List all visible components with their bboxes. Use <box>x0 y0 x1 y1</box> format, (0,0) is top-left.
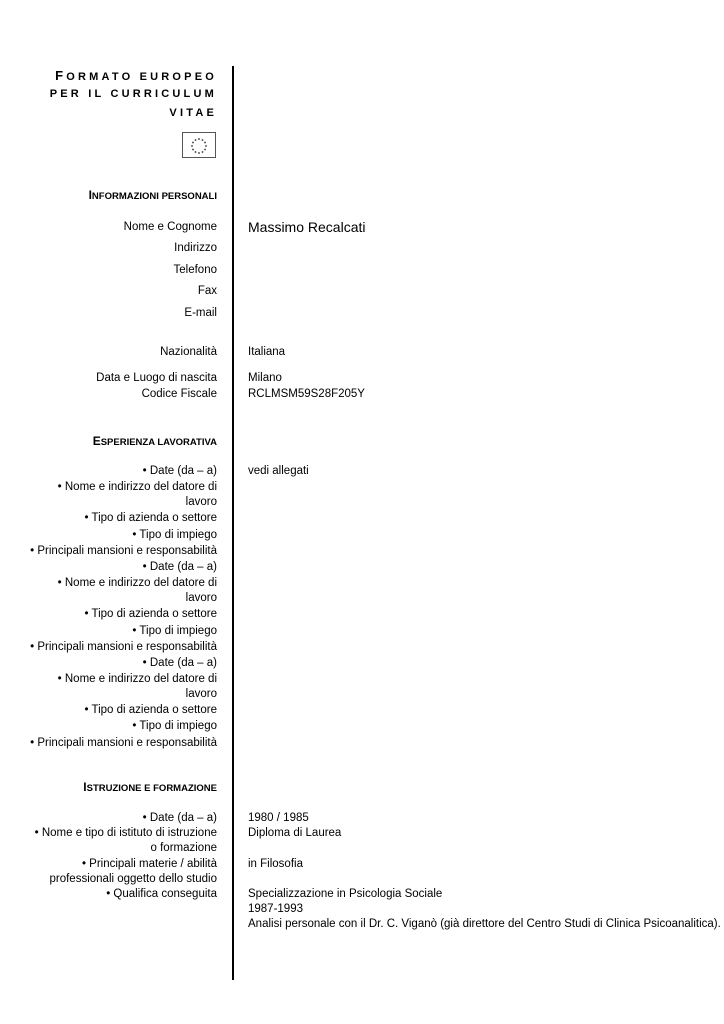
edu-subjects-label-cont: professionali oggetto dello studio <box>49 873 217 885</box>
edu-dates-value: 1980 / 1985 <box>248 812 309 824</box>
work-dates-label: • Date (da – a) <box>142 657 217 669</box>
edu-subjects-value: in Filosofia <box>248 858 303 870</box>
edu-qualification-years: 1987-1993 <box>248 903 303 915</box>
tax-code-label: Codice Fiscale <box>141 388 217 400</box>
name-label: Nome e Cognome <box>123 221 217 233</box>
work-employer-label-cont: lavoro <box>185 592 217 604</box>
work-duties-label: • Principali mansioni e responsabilità <box>30 641 217 653</box>
edu-institute-label: • Nome e tipo di istituto di istruzione <box>34 827 217 839</box>
name-value: Massimo Recalcati <box>248 219 366 235</box>
work-dates-label: • Date (da – a) <box>142 561 217 573</box>
work-duties-label: • Principali mansioni e responsabilità <box>30 737 217 749</box>
work-employer-label: • Nome e indirizzo del datore di <box>57 481 217 493</box>
phone-label: Telefono <box>173 264 217 276</box>
work-note: vedi allegati <box>248 465 309 477</box>
document-title-line2: PER IL CURRICULUM <box>49 88 217 100</box>
work-dates-label: • Date (da – a) <box>142 465 217 477</box>
edu-subjects-label: • Principali materie / abilità <box>81 858 217 870</box>
section-heading-education: ISTRUZIONE E FORMAZIONE <box>83 780 217 794</box>
fax-label: Fax <box>197 285 217 297</box>
eu-flag-icon <box>182 132 216 158</box>
edu-dates-label: • Date (da – a) <box>142 812 217 824</box>
birth-value: Milano <box>248 372 282 384</box>
nationality-value: Italiana <box>248 346 286 358</box>
work-employer-label-cont: lavoro <box>185 496 217 508</box>
section-heading-personal: INFORMAZIONI PERSONALI <box>88 188 217 202</box>
section-heading-work: ESPERIENZA LAVORATIVA <box>92 434 217 448</box>
work-sector-label: • Tipo di azienda o settore <box>84 608 217 620</box>
work-employer-label: • Nome e indirizzo del datore di <box>57 577 217 589</box>
edu-qualification-label: • Qualifica conseguita <box>106 888 217 900</box>
address-label: Indirizzo <box>174 242 217 254</box>
work-job-type-label: • Tipo di impiego <box>132 529 217 541</box>
work-employer-label: • Nome e indirizzo del datore di <box>57 673 217 685</box>
work-job-type-label: • Tipo di impiego <box>132 720 217 732</box>
edu-institute-label-cont: o formazione <box>150 842 217 854</box>
work-sector-label: • Tipo di azienda o settore <box>84 704 217 716</box>
column-divider <box>232 66 234 980</box>
work-sector-label: • Tipo di azienda o settore <box>84 512 217 524</box>
work-job-type-label: • Tipo di impiego <box>132 625 217 637</box>
work-duties-label: • Principali mansioni e responsabilità <box>30 545 217 557</box>
email-label: E-mail <box>184 307 217 319</box>
edu-institute-value: Diploma di Laurea <box>248 827 342 839</box>
edu-qualification-value: Specializzazione in Psicologia Sociale <box>248 888 443 900</box>
birth-label: Data e Luogo di nascita <box>96 372 217 384</box>
tax-code-value: RCLMSM59S28F205Y <box>248 388 365 400</box>
document-title-line1: FORMATO EUROPEO <box>55 68 217 83</box>
edu-qualification-note: Analisi personale con il Dr. C. Viganò (già direttore del Centro Studi di Clinica Psicoanalitica). <box>248 918 721 930</box>
nationality-label: Nazionalità <box>160 346 217 358</box>
work-employer-label-cont: lavoro <box>185 688 217 700</box>
document-title-line3: VITAE <box>169 107 217 119</box>
